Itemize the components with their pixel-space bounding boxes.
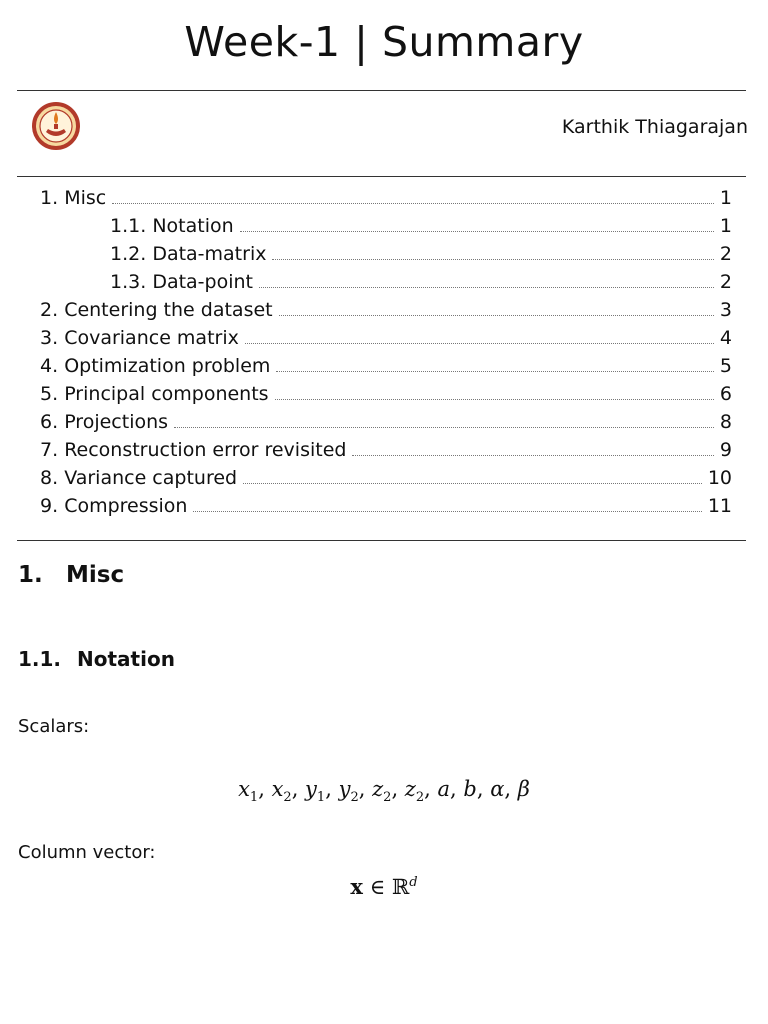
toc-entry-number: 3.: [40, 327, 59, 349]
toc-entry[interactable]: [40, 352, 732, 380]
toc-entry[interactable]: [40, 324, 732, 352]
institute-logo: [28, 102, 84, 150]
toc-entry-label: Misc: [64, 187, 107, 209]
subsection-heading-notation: [18, 647, 175, 671]
toc-entry[interactable]: [110, 268, 732, 296]
toc-leader-dots: [240, 231, 714, 232]
toc-entry-page: 9: [719, 439, 732, 461]
toc-entry-number: 4.: [40, 355, 59, 377]
toc-entry-page: 2: [719, 271, 732, 293]
toc-entry-page: 11: [707, 495, 732, 517]
toc-entry-label: Compression: [64, 495, 188, 517]
toc-entry-page: 3: [719, 299, 732, 321]
toc-leader-dots: [279, 315, 714, 316]
subsection-number: 1.1.: [18, 647, 62, 671]
header-rule: [17, 176, 746, 177]
toc-entry-page: 2: [719, 243, 732, 265]
toc-entry-page: 1: [719, 215, 732, 237]
toc-leader-dots: [112, 203, 714, 204]
toc-entry-page: 6: [719, 383, 732, 405]
toc-entry-page: 10: [707, 467, 732, 489]
toc-entry-page: 8: [719, 411, 732, 433]
toc-entry[interactable]: [40, 408, 732, 436]
toc-entry[interactable]: [40, 492, 732, 520]
toc-entry-number: 6.: [40, 411, 59, 433]
column-vector-equation: x ∈ ℝ$^d$: [350, 874, 418, 899]
toc-entry-number: 1.2.: [110, 243, 147, 265]
toc-leader-dots: [193, 511, 701, 512]
scalars-label: Scalars:: [18, 716, 90, 737]
section-heading-misc: [18, 562, 124, 588]
toc-entry-number: 1.: [40, 187, 59, 209]
toc-leader-dots: [275, 399, 714, 400]
toc-leader-dots: [174, 427, 714, 428]
toc-leader-dots: [245, 343, 714, 344]
toc-entry[interactable]: [40, 380, 732, 408]
toc-entry-label: Centering the dataset: [64, 299, 273, 321]
toc-entry-number: 1.3.: [110, 271, 147, 293]
toc-entry[interactable]: [110, 212, 732, 240]
document-title: Week-1 | Summary: [184, 18, 584, 66]
toc-entry-number: 1.1.: [110, 215, 147, 237]
toc-entry-page: 4: [719, 327, 732, 349]
toc-entry-label: Optimization problem: [64, 355, 271, 377]
toc-entry-number: 7.: [40, 439, 59, 461]
toc-entry-label: Projections: [64, 411, 169, 433]
column-vector-label: Column vector:: [18, 842, 156, 863]
author-name: Karthik Thiagarajan: [561, 116, 748, 138]
toc-leader-dots: [259, 287, 714, 288]
toc-entry[interactable]: [40, 464, 732, 492]
toc-entry[interactable]: [40, 296, 732, 324]
toc-leader-dots: [272, 259, 713, 260]
scalars-equation: $x_1$, $x_2$, $y_1$, $y_2$, $z_2$, $z_2$, a, b, α, β: [238, 777, 530, 806]
title-rule: [17, 90, 746, 91]
toc-entry-number: 5.: [40, 383, 59, 405]
toc-entry-number: 2.: [40, 299, 59, 321]
subsection-title: Notation: [77, 647, 175, 671]
toc-entry-label: Variance captured: [64, 467, 238, 489]
toc-entry[interactable]: [110, 240, 732, 268]
toc-leader-dots: [276, 371, 714, 372]
section-number: 1.: [18, 562, 43, 588]
toc-entry-number: 8.: [40, 467, 59, 489]
toc-entry-number: 9.: [40, 495, 59, 517]
toc-entry-label: Data-point: [152, 271, 253, 293]
toc-entry[interactable]: [40, 184, 732, 212]
toc-entry[interactable]: [40, 436, 732, 464]
toc-entry-page: 1: [719, 187, 732, 209]
toc-leader-dots: [352, 455, 713, 456]
toc-leader-dots: [243, 483, 702, 484]
toc-entry-label: Reconstruction error revisited: [64, 439, 347, 461]
toc-entry-label: Notation: [152, 215, 234, 237]
toc-entry-label: Data-matrix: [152, 243, 267, 265]
section-title: Misc: [66, 562, 125, 588]
toc-entry-label: Principal components: [64, 383, 269, 405]
toc-rule: [17, 540, 746, 541]
toc-entry-page: 5: [719, 355, 732, 377]
toc-entry-label: Covariance matrix: [64, 327, 239, 349]
